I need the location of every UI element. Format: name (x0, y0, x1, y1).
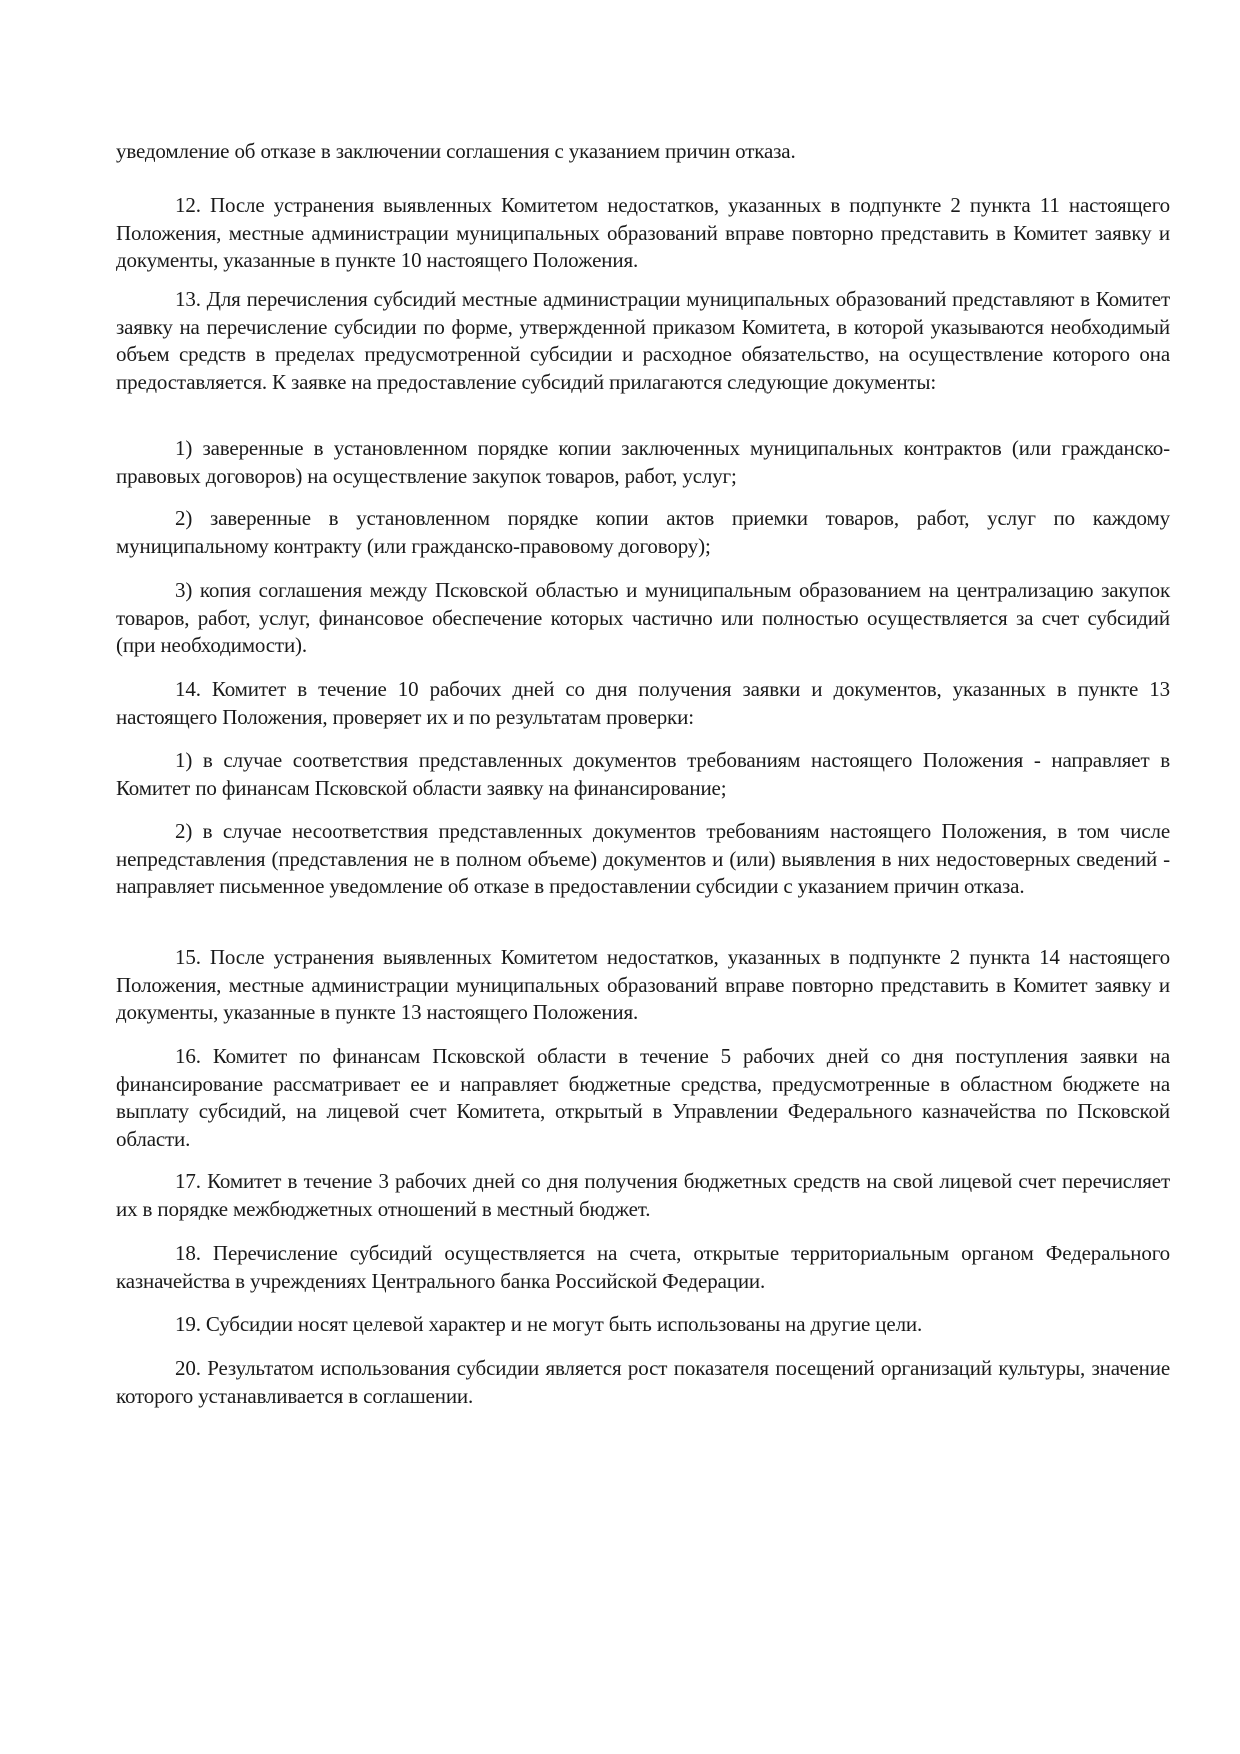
paragraph-14-item-1: 1) в случае соответствия представленных документов требованиям настоящего Положения - направляет в Комитет по финансам Псковской области заявку на финансирование; (116, 748, 1170, 800)
paragraph-11-continuation: уведомление об отказе в заключении соглашения с указанием причин отказа. (116, 139, 796, 163)
paragraph-17: 17. Комитет в течение 3 рабочих дней со дня получения бюджетных средств на свой лицевой счет перечисляет их в порядке межбюджетных отношений в местный бюджет. (116, 1169, 1170, 1221)
paragraph-19: 19. Субсидии носят целевой характер и не могут быть использованы на другие цели. (175, 1312, 923, 1336)
paragraph-13: 13. Для перечисления субсидий местные администрации муниципальных образований представляют в Комитет заявку на перечисление субсидии по форме, утвержденной приказом Комитета, в которой указываются необходимый объем средств в пределах предусмотренной субсидии и расходное обязательство, на осуществление которого она предоставляется. К заявке на предоставление субсидий прилагаются следующие документы: (116, 287, 1170, 394)
paragraph-18: 18. Перечисление субсидий осуществляется на счета, открытые территориальным органом Федерального казначейства в учреждениях Центрального банка Российской Федерации. (116, 1241, 1170, 1293)
paragraph-14: 14. Комитет в течение 10 рабочих дней со дня получения заявки и документов, указанных в пункте 13 настоящего Положения, проверяет их и по результатам проверки: (116, 677, 1170, 729)
paragraph-15: 15. После устранения выявленных Комитетом недостатков, указанных в подпункте 2 пункта 14 настоящего Положения, местные администрации муниципальных образований вправе повторно представить в Комитет заявку и документы, указанные в пункте 13 настоящего Положения. (116, 945, 1170, 1024)
paragraph-20: 20. Результатом использования субсидии является рост показателя посещений организаций культуры, значение которого устанавливается в соглашении. (116, 1356, 1170, 1408)
paragraph-13-item-1: 1) заверенные в установленном порядке копии заключенных муниципальных контрактов (или гражданско-правовых договоров) на осуществление закупок товаров, работ, услуг; (116, 436, 1170, 488)
paragraph-16: 16. Комитет по финансам Псковской области в течение 5 рабочих дней со дня поступления заявки на финансирование рассматривает ее и направляет бюджетные средства, предусмотренные в областном бюджете на выплату субсидий, на лицевой счет Комитета, открытый в Управлении Федерального казначейства по Псковской области. (116, 1044, 1170, 1151)
paragraph-14-item-2: 2) в случае несоответствия представленных документов требованиям настоящего Положения, в том числе непредставления (представления не в полном объеме) документов и (или) выявления в них недостоверных сведений - направляет письменное уведомление об отказе в предоставлении субсидии с указанием причин отказа. (116, 819, 1170, 898)
paragraph-13-item-3: 3) копия соглашения между Псковской областью и муниципальным образованием на централизацию закупок товаров, работ, услуг, финансовое обеспечение которых частично или полностью осуществляется за счет субсидий (при необходимости). (116, 578, 1170, 657)
paragraph-12: 12. После устранения выявленных Комитетом недостатков, указанных в подпункте 2 пункта 11 настоящего Положения, местные администрации муниципальных образований вправе повторно представить в Комитет заявку и документы, указанные в пункте 10 настоящего Положения. (116, 193, 1170, 272)
paragraph-13-item-2: 2) заверенные в установленном порядке копии актов приемки товаров, работ, услуг по каждому муниципальному контракту (или гражданско-правовому договору); (116, 506, 1170, 558)
